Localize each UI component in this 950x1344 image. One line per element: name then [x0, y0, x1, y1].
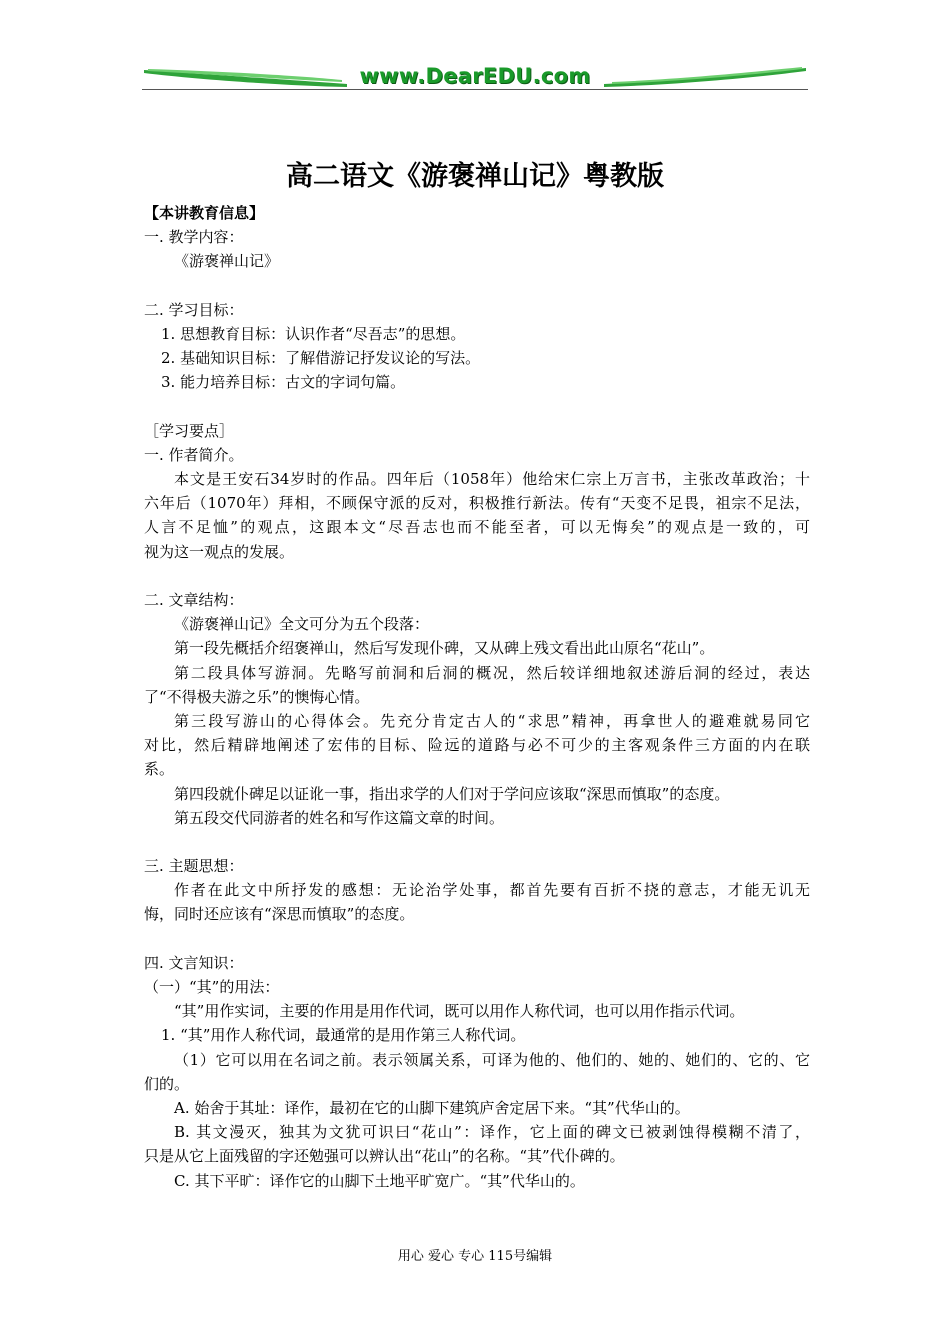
structure-paragraph-4: 第四段就仆碑足以证讹一事，指出求学的人们对于学问应该取“深思而慎取”的态度。 — [174, 784, 730, 803]
page-footer: 用心 爱心 专心 115号编辑 — [397, 1249, 553, 1264]
document-title: 高二语文《游褒禅山记》粤教版 — [286, 161, 664, 192]
structure-paragraph-3: 第三段写游山的心得体会。先充分肯定古人的“求思”精神，再拿世人的避难就易同它 — [174, 711, 810, 730]
structure-paragraph-3: 系。 — [144, 760, 175, 779]
heading-content: 一. 教学内容： — [144, 228, 244, 247]
content-item: 《游褒禅山记》 — [174, 252, 280, 271]
site-name: www.DearEDU.com — [359, 64, 591, 88]
document-body — [144, 201, 810, 1193]
qi-point-1-1: 们的。 — [144, 1074, 190, 1093]
header-divider — [142, 89, 808, 90]
heading-author: 一. 作者简介。 — [144, 445, 244, 464]
qi-point-1-1: （1）它可以用在名词之前。表示领属关系，可译为他的、他们的、她的、她们的、它的、它 — [174, 1050, 810, 1069]
author-paragraph-line: 视为这一观点的发展。 — [144, 542, 295, 561]
example-c: C. 其下平旷：译作它的山脚下土地平旷宽广。“其”代华山的。 — [174, 1171, 585, 1190]
structure-intro: 《游褒禅山记》全文可分为五个段落： — [174, 615, 430, 634]
structure-paragraph-5: 第五段交代同游者的姓名和写作这篇文章的时间。 — [174, 808, 505, 827]
goal-item: 1. 思想教育目标：认识作者“尽吾志”的思想。 — [161, 324, 466, 343]
heading-classical: 四. 文言知识： — [144, 953, 244, 972]
key-points-label: ［学习要点］ — [144, 421, 235, 440]
structure-paragraph-2: 第二段具体写游洞。先略写前洞和后洞的概况，然后较详细地叙述游后洞的经过，表达 — [174, 663, 810, 682]
author-paragraph-line: 人言不足恤”的观点，这跟本文“尽吾志也而不能至者，可以无悔矣”的观点是一致的，可 — [144, 518, 810, 537]
structure-paragraph-2: 了“不得极夫游之乐”的懊悔心情。 — [144, 687, 370, 706]
example-a: A. 始舍于其址：译作，最初在它的山脚下建筑庐舍定居下来。“其”代华山的。 — [174, 1098, 690, 1117]
author-paragraph-line: 本文是王安石34岁时的作品。四年后（1058年）他给宋仁宗上万言书，主张改革政治；十 — [174, 470, 810, 489]
goal-item: 3. 能力培养目标：古文的字词句篇。 — [161, 373, 406, 392]
qi-point-1: 1. “其”用作人称代词，最通常的是用作第三人称代词。 — [161, 1026, 526, 1045]
heading-goals: 二. 学习目标： — [144, 300, 244, 319]
example-b: 只是从它上面残留的字还勉强可以辨认出“花山”的名称。“其”代仆碑的。 — [144, 1147, 625, 1166]
structure-paragraph-1: 第一段先概括介绍褒禅山，然后写发现仆碑，又从碑上残文看出此山原名“花山”。 — [174, 639, 715, 658]
qi-heading: （一）“其”的用法： — [144, 978, 280, 996]
theme-paragraph-line: 悔，同时还应该有“深思而慎取”的态度。 — [144, 905, 415, 924]
goal-item: 2. 基础知识目标：了解借游记抒发议论的写法。 — [161, 349, 481, 368]
section-info-label: 【本讲教育信息】 — [144, 204, 265, 222]
heading-structure: 二. 文章结构： — [144, 591, 244, 609]
structure-paragraph-3: 对比，然后精辟地阐述了宏伟的目标、险远的道路与必不可少的主客观条件三方面的内在联 — [144, 736, 810, 755]
author-paragraph-line: 六年后（1070年）拜相，不顾保守派的反对，积极推行新法。传有“天变不足畏，祖宗不足法， — [144, 494, 810, 513]
theme-paragraph-line: 作者在此文中所抒发的感想：无论治学处事，都首先要有百折不挠的意志，才能无讥无 — [174, 881, 810, 900]
qi-intro: “其”用作实词，主要的作用是用作代词，既可以用作人称代词，也可以用作指示代词。 — [174, 1002, 745, 1021]
heading-theme: 三. 主题思想： — [144, 857, 244, 876]
example-b: B. 其文漫灭，独其为文犹可识曰“花山”：译作，它上面的碑文已被剥蚀得模糊不清了， — [174, 1123, 810, 1142]
